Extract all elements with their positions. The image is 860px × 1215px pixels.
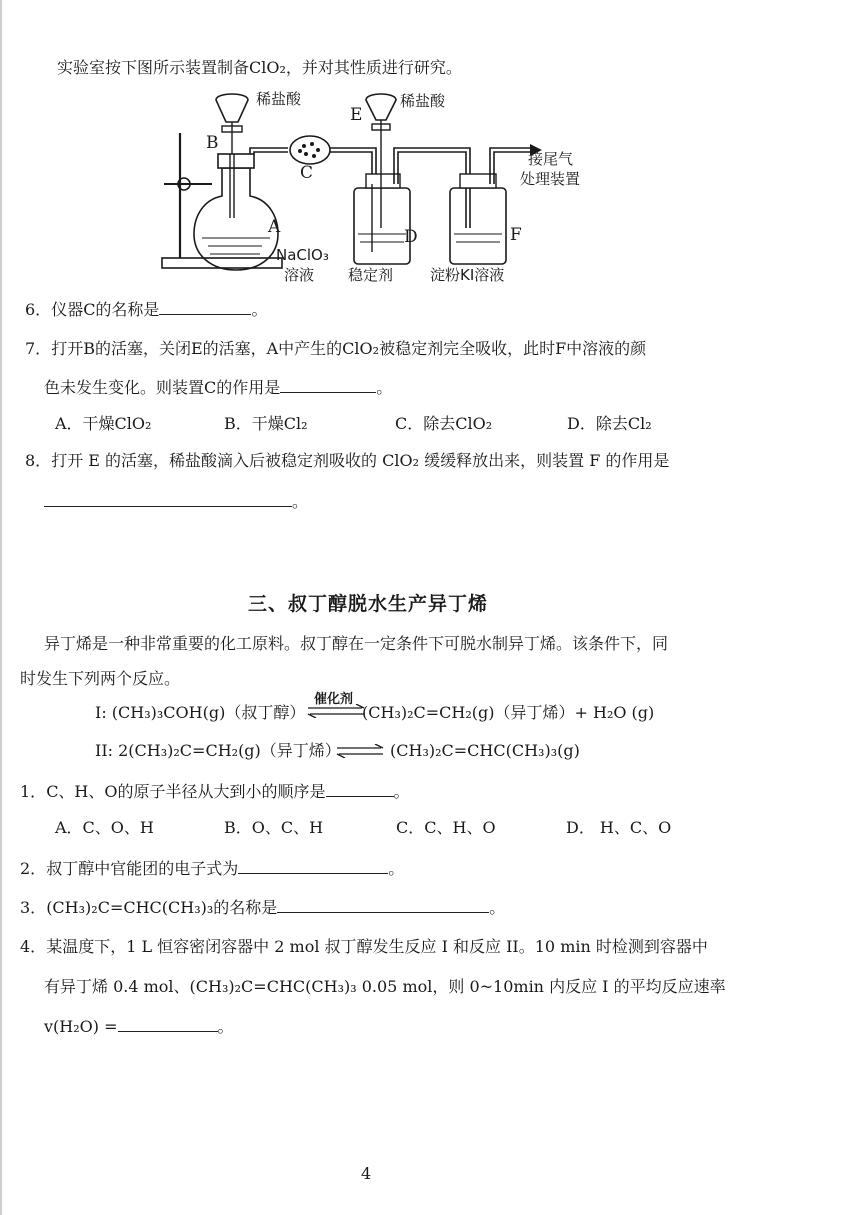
label-c: C [300, 163, 314, 183]
question-8-line-2 [44, 492, 308, 512]
label-e: E [350, 105, 363, 125]
answer-blank[interactable] [238, 859, 388, 874]
answer-blank[interactable] [44, 492, 292, 507]
question-text: 色未发生变化。则装置C的作用是 [44, 378, 281, 397]
answer-blank[interactable] [277, 898, 489, 913]
stopper-a [218, 154, 254, 168]
section-paragraph-line-2: 时发生下列两个反应。 [20, 669, 181, 688]
section-paragraph-line-1: 异丁烯是一种非常重要的化工原料。叔丁醇在一定条件下可脱水制异丁烯。该条件下，同 [44, 634, 669, 653]
punctuation: 。 [292, 492, 309, 511]
reaction-1-left: I: (CH₃)₃COH(g)（叔丁醇） [95, 703, 306, 722]
question-number: 8． [25, 451, 52, 470]
label-a: A [268, 217, 281, 237]
answer-blank[interactable] [326, 782, 394, 797]
label-tail-gas-1: 接尾气 [528, 150, 574, 168]
question-6 [25, 300, 267, 320]
page-edge [0, 0, 2, 1215]
question-number: 1． [20, 782, 47, 801]
question-text: (CH₃)₂C=CHC(CH₃)₃的名称是 [46, 898, 278, 917]
answer-blank[interactable] [118, 1017, 218, 1032]
label-naclo3-1: NaClO₃ [276, 246, 329, 264]
label-acid-right: 稀盐酸 [400, 92, 446, 110]
question-text: 仪器C的名称是 [51, 300, 160, 319]
s3-question-3 [20, 898, 505, 918]
question-text: v(H₂O) = [44, 1017, 118, 1036]
question-number: 6． [25, 300, 52, 319]
label-starch-ki: 淀粉KI溶液 [430, 266, 505, 284]
reaction-2-left: II: 2(CH₃)₂C=CH₂(g)（异丁烯） [95, 741, 341, 760]
s3-question-4-line-3 [44, 1017, 234, 1037]
s3q1-option-a[interactable]: A．C、O、H [55, 818, 154, 837]
bottle-f [450, 188, 506, 264]
section-title: 三、叔丁醇脱水生产异丁烯 [248, 593, 489, 615]
punctuation: 。 [489, 898, 506, 917]
reaction-1-catalyst: 催化剂 [314, 692, 354, 707]
punctuation: 。 [388, 859, 405, 878]
s3q1-option-d[interactable]: D． H、C、O [566, 818, 672, 837]
q7-option-d[interactable]: D．除去Cl₂ [567, 414, 652, 433]
question-7-line-2 [44, 378, 392, 398]
punctuation: 。 [251, 300, 268, 319]
intro-text: 实验室按下图所示装置制备ClO₂，并对其性质进行研究。 [57, 58, 462, 77]
equilibrium-arrow-icon [335, 744, 385, 758]
question-text: 某温度下，1 L 恒容密闭容器中 2 mol 叔丁醇发生反应 I 和反应 II。10 min 时检测到容器中 [46, 937, 708, 956]
page-number: 4 [361, 1164, 372, 1183]
label-f: F [510, 225, 522, 245]
question-7-line-1 [25, 339, 646, 359]
label-b: B [206, 133, 219, 153]
s3-question-1 [20, 782, 410, 802]
q7-option-a[interactable]: A．干燥ClO₂ [55, 414, 152, 433]
q7-option-c[interactable]: C．除去ClO₂ [395, 414, 493, 433]
question-number: 4． [20, 937, 47, 956]
punctuation: 。 [217, 1017, 234, 1036]
reaction-2-right: (CH₃)₂C=CHC(CH₃)₃(g) [390, 741, 580, 760]
punctuation: 。 [376, 378, 393, 397]
s3q1-option-b[interactable]: B．O、C、H [224, 818, 324, 837]
answer-blank[interactable] [280, 378, 376, 393]
question-number: 7． [25, 339, 52, 358]
question-text: 叔丁醇中官能团的电子式为 [46, 859, 239, 878]
stand-base [162, 258, 282, 268]
question-8-line-1 [25, 451, 669, 471]
answer-blank[interactable] [159, 300, 251, 315]
question-text: C、H、O的原子半径从大到小的顺序是 [46, 782, 326, 801]
s3-question-4-line-2: 有异丁烯 0.4 mol、(CH₃)₂C=CHC(CH₃)₃ 0.05 mol，则 0~10min 内反应 I 的平均反应速率 [44, 977, 726, 996]
question-number: 2． [20, 859, 47, 878]
bottle-d [354, 188, 410, 264]
drying-tube-c [290, 136, 330, 164]
label-stabilizer: 稳定剂 [348, 266, 394, 284]
label-naclo3-2: 溶液 [284, 266, 315, 284]
question-text: 打开B的活塞，关闭E的活塞，A中产生的ClO₂被稳定剂完全吸收，此时F中溶液的颜 [51, 339, 647, 358]
s3-question-4-line-1 [20, 937, 708, 957]
equilibrium-arrow-icon [306, 704, 366, 718]
label-tail-gas-2: 处理装置 [520, 170, 581, 188]
apparatus-diagram [150, 88, 770, 288]
punctuation: 。 [393, 782, 410, 801]
question-number: 3． [20, 898, 47, 917]
funnel-b [216, 94, 248, 122]
label-d: D [404, 227, 418, 247]
label-acid-left: 稀盐酸 [256, 90, 302, 108]
question-text: 打开 E 的活塞，稀盐酸滴入后被稳定剂吸收的 ClO₂ 缓缓释放出来，则装置 F 的作用是 [51, 451, 670, 470]
s3-question-2 [20, 859, 404, 879]
funnel-e [366, 94, 396, 120]
s3q1-option-c[interactable]: C．C、H、O [396, 818, 496, 837]
q7-option-b[interactable]: B．干燥Cl₂ [224, 414, 308, 433]
reaction-1-right: (CH₃)₂C=CH₂(g)（异丁烯）+ H₂O (g) [362, 703, 655, 722]
